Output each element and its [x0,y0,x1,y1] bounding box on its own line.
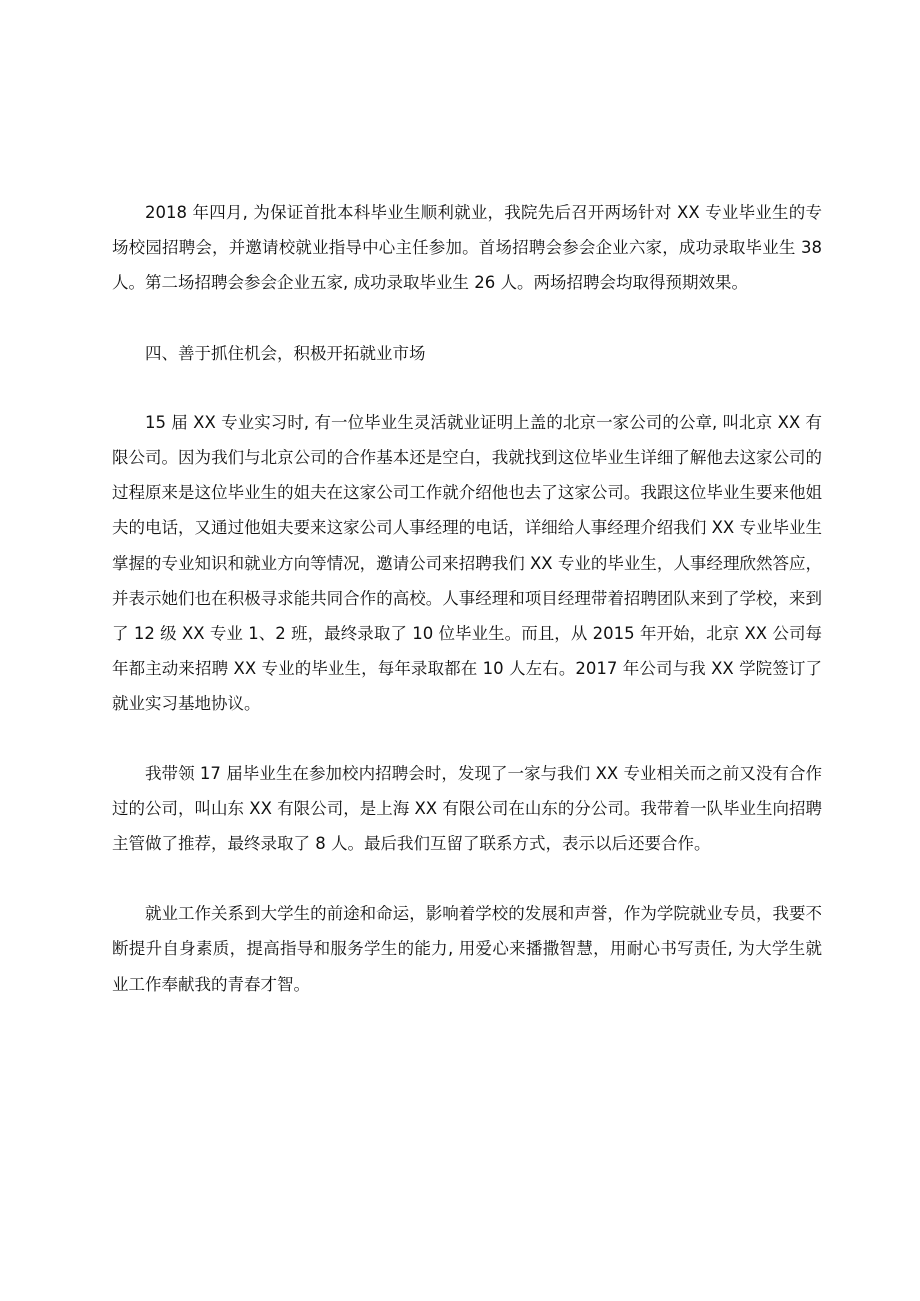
paragraph-shandong-company: 我带领 17 届毕业生在参加校内招聘会时，发现了一家与我们 XX 专业相关而之前又没有合作过的公司，叫山东 XX 有限公司，是上海 XX 有限公司在山东的分公司。我带着一队毕业生向招聘主管做了推荐，最终录取了 8 人。最后我们互留了联系方式，表示以后还要合作。 [112,763,822,854]
document-body [112,195,822,1002]
paragraph-job-fair-2018: 2018 年四月, 为保证首批本科毕业生顺利就业，我院先后召开两场针对 XX 专业毕业生的专场校园招聘会，并邀请校就业指导中心主任参加。首场招聘会参会企业六家，成功录取毕业生 38 人。第二场招聘会参会企业五家, 成功录取毕业生 26 人。两场招聘会均取得预期效果。 [112,203,822,293]
section-heading: 四、善于抓住机会，积极开拓就业市场 [145,343,426,363]
paragraph-beijing-company: 15 届 XX 专业实习时, 有一位毕业生灵活就业证明上盖的北京一家公司的公章, 叫北京 XX 有限公司。因为我们与北京公司的合作基本还是空白，我就找到这位毕业生详细了解他去这家公司的过程原来是这位毕业生的姐夫在这家公司工作就介绍他也去了这家公司。我跟这位毕业生要来他姐夫的电话，又通过他姐夫要来这家公司人事经理的电话，详细给人事经理介绍我们 XX 专业毕业生掌握的专业知识和就业方向等情况，邀请公司来招聘我们 XX 专业的毕业生，人事经理欣然答应，并表示她们也在积极寻求能共同合作的高校。人事经理和项目经理带着招聘团队来到了学校，来到了 12 级 XX 专业 1、2 班，最终录取了 10 位毕业生。而且，从 2015 年开始，北京 XX 公司每年都主动来招聘 XX 专业的毕业生，每年录取都在 10 人左右。2017 年公司与我 XX 学院签订了就业实习基地协议。 [112,412,822,714]
paragraph-conclusion: 就业工作关系到大学生的前途和命运，影响着学校的发展和声誉，作为学院就业专员，我要不断提升自身素质，提高指导和服务学生的能力, 用爱心来播撒智慧，用耐心书写责任, 为大学生就业工作奉献我的青春才智。 [112,904,822,994]
